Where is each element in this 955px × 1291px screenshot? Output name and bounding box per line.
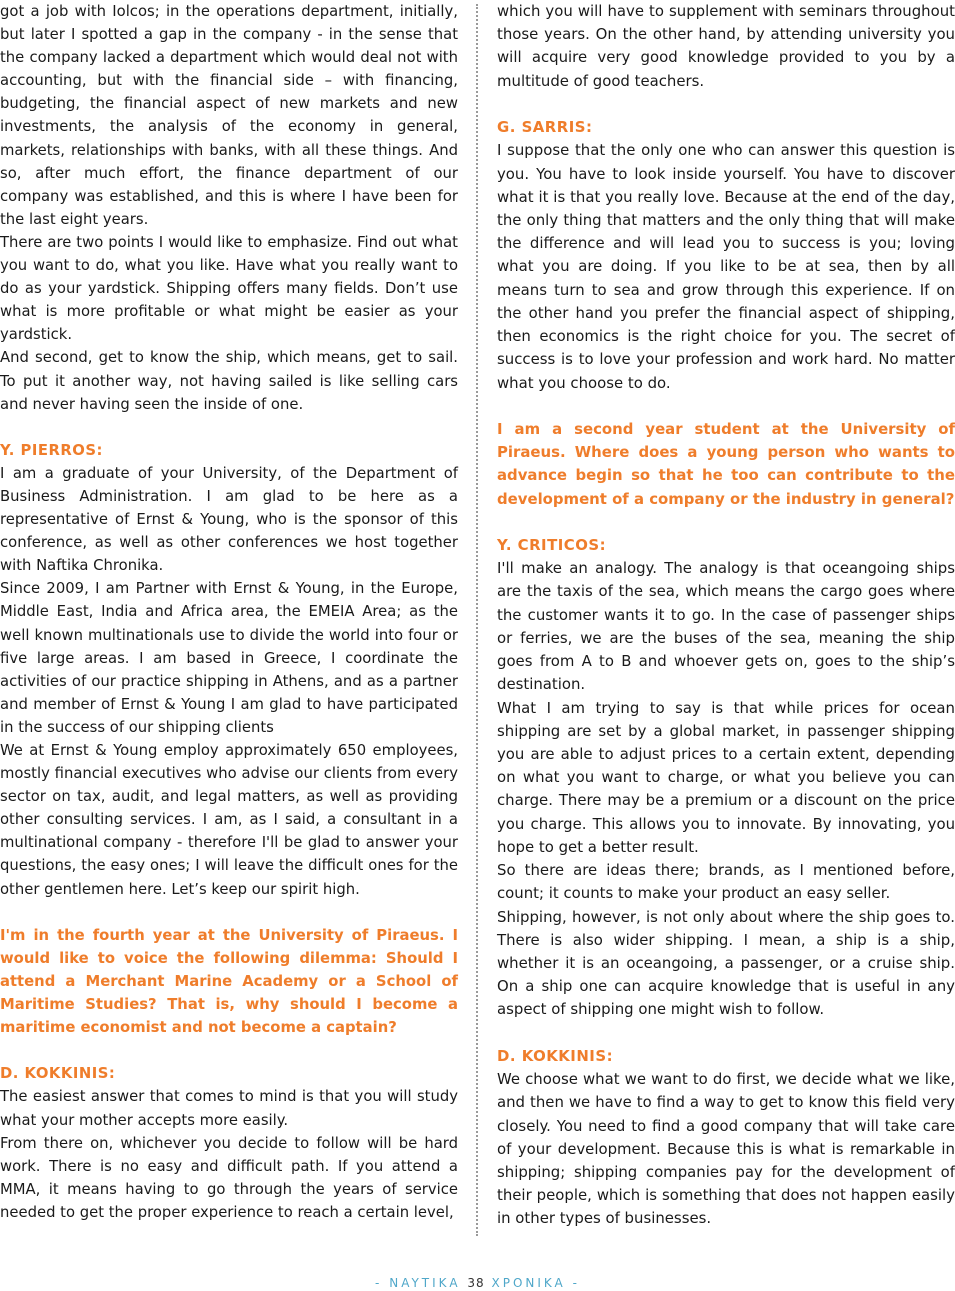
paragraph: I'll make an analogy. The analogy is that oceangoing ships are the taxis of the sea, which means the cargo goes where the customer wants it to go. In the case of passenger ships or ferries, we are the buses of the sea, meaning the ship goes from A to B and whoever gets on, goes to the ship’s destination.: [497, 559, 955, 694]
footer-dash: -: [375, 1276, 383, 1290]
paragraph: Since 2009, I am Partner with Ernst & Young, in the Europe, Middle East, India and Africa area, the EMEIA Area; as the well known multinationals use to divide the world into four or five large areas. I am based in Greece, I coordinate the activities of our practice shipping in Athens, and as a partner and member of Ernst & Young I am glad to have participated in the success of our shipping clients: [0, 580, 458, 736]
footer-magazine-name-left: NAYTIKA: [389, 1276, 461, 1290]
paragraph: And second, get to know the ship, which means, get to sail. To put it another way, not having sailed is like selling cars and never having seen the inside of one.: [0, 349, 458, 413]
paragraph: Shipping, however, is not only about where the ship goes to. There is also wider shipping. I mean, a ship is a ship, whether it is an oceangoing, a passenger, or a cruise ship. On a ship one can acquire knowledge that is useful in any aspect of shipping one might wish to follow.: [497, 907, 955, 1019]
speaker-name: Y. PIERROS:: [0, 441, 103, 459]
paragraph: The easiest answer that comes to mind is that you will study what your mother accepts more easily.: [0, 1088, 458, 1129]
paragraph: I am a graduate of your University, of the Department of Business Administration. I am glad to be here as a representative of Ernst & Young, who is the sponsor of this conference, as well as other conferences we host together with Naftika Chronika.: [0, 464, 458, 575]
paragraph: From there on, whichever you decide to follow will be hard work. There is no easy and difficult path. If you attend a MMA, it means having to go through the years of service needed to get the proper experience to reach a certain level,: [0, 1134, 458, 1221]
paragraph: which you will have to supplement with seminars throughout those years. On the other hand, by attending university you will acquire very good knowledge provided to you by a multitude of good teachers.: [497, 2, 955, 90]
speaker-name: Y. CRITICOS:: [497, 536, 607, 555]
left-column: [0, 0, 458, 1224]
paragraph: What I am trying to say is that while prices for ocean shipping are set by a global market, in passenger shipping you are able to adjust prices to a certain extent, depending on what you want to charge, or what you believe you can charge. There may be a premium or a discount on the price you charge. This allows you to innovate. By innovating, you hope to get a better result.: [497, 698, 955, 856]
paragraph: I suppose that the only one who can answer this question is you. You have to look inside yourself. You have to discover what it is that you really love. Because at the end of the day, the only thing that matters and the only thing that will make the difference and will lead you to success is you; loving what you are doing. If you like to be at sea, then by all means turn to sea and grow through this experience. If on the other hand you prefer the financial aspect of shipping, then economics is the right choice for you. The secret of success is to love your profession and work hard. No matter what you choose to do.: [497, 141, 955, 392]
paragraph: We at Ernst & Young employ approximately 650 employees, mostly financial executives who advise our clients from every sector on tax, audit, and legal matters, as well as providing other consulting services. I am, as I said, a consultant in a multinational company - therefore I'll be glad to answer your questions, the easy ones; I will leave the difficult ones for the other gentlemen here. Let’s keep our spirit high.: [0, 742, 458, 898]
footer-dash: -: [572, 1276, 580, 1290]
paragraph: got a job with Iolcos; in the operations department, initially, but later I spotted a gap in the company - in the sense that the company lacked a department which would deal not with accounting, but with the financial side – with financing, budgeting, the financial aspect of new markets and new investments, the analysis of the economy in general, markets, relationships with banks, with all these things. And so, after much effort, the finance department of our company was established, and this is where I have been for the last eight years.: [0, 3, 458, 228]
right-column: [497, 0, 955, 1231]
audience-question: I am a second year student at the University of Piraeus. Where does a young person who wants to advance begin so that he too can contribute to the development of a company or the industry in general?: [497, 419, 955, 508]
speaker-name: D. KOKKINIS:: [497, 1046, 614, 1065]
column-divider: [476, 4, 478, 1236]
page-footer: [0, 1276, 955, 1290]
speaker-name: G. SARRIS:: [497, 118, 593, 137]
paragraph: There are two points I would like to emphasize. Find out what you want to do, what you like. Have what you really want to do as your yardstick. Shipping offers many fields. Don’t use what is more profitable or what might be easier as your yardstick.: [0, 233, 458, 344]
page-number: 38: [467, 1276, 485, 1290]
speaker-name: D. KOKKINIS:: [0, 1065, 116, 1083]
paragraph: So there are ideas there; brands, as I mentioned before, count; it counts to make your product an easy seller.: [497, 861, 955, 903]
footer-magazine-name-right: XPONIKA: [491, 1276, 566, 1290]
audience-question: I'm in the fourth year at the University of Piraeus. I would like to voice the following dilemma: Should I attend a Merchant Marine Academy or a School of Maritime Studies? That is, why should I become a maritime economist and not become a captain?: [0, 926, 458, 1037]
paragraph: We choose what we want to do first, we decide what we like, and then we have to find a way to get to know this field very closely. You need to find a good company that will take care of your development. Because this is what is remarkable in shipping; shipping companies pay for the development of their people, which is something that does not happen easily in other types of businesses.: [497, 1070, 955, 1228]
